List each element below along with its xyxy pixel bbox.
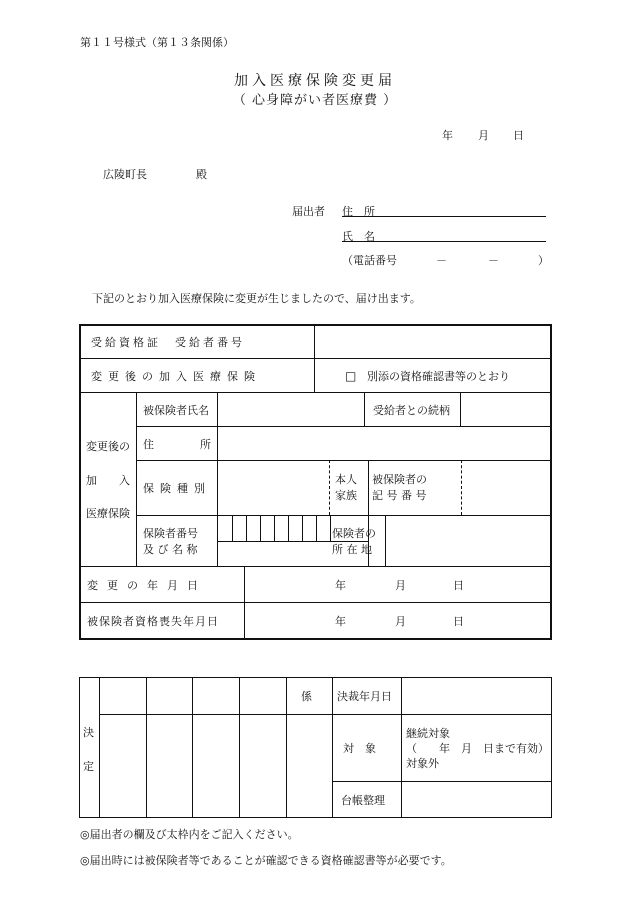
decision-date-label: 決裁年月日 xyxy=(337,690,392,703)
side-label-3: 医療保険 xyxy=(86,507,130,520)
note-2: ◎届出時には被保険者等であることが確認できる資格確認書等が必要です。 xyxy=(80,854,452,867)
form-subtitle: （ 心身障がい者医療費 ） xyxy=(232,93,398,108)
insured-name-field[interactable] xyxy=(218,393,364,426)
staff-label: 係 xyxy=(301,690,312,703)
change-year: 年 xyxy=(335,578,346,592)
target-option-continue: 継続対象 xyxy=(406,727,450,740)
note-1: ◎届出者の欄及び太枠内をご記入ください。 xyxy=(80,828,299,841)
insurer-location-label-1: 保険者の xyxy=(332,527,376,540)
form-number: 第１１号様式（第１３条関係） xyxy=(80,36,234,49)
target-label: 対 象 xyxy=(343,742,376,755)
insured-number-label xyxy=(372,472,427,504)
main-table xyxy=(79,324,552,640)
office-table xyxy=(79,677,552,818)
change-date-field[interactable] xyxy=(245,567,550,602)
target-option-valid-until: （ 年 月 日まで有効） xyxy=(406,742,549,755)
address-label-1: 住 xyxy=(143,437,154,451)
insured-number-field[interactable] xyxy=(462,461,550,515)
date-day-label: 日 xyxy=(513,129,524,142)
insurer-location-label xyxy=(332,526,376,558)
insured-number-label-2: 記 号 番 号 xyxy=(372,489,427,502)
decision-label-2: 定 xyxy=(83,760,94,773)
insurer-label-2: 及 び 名 称 xyxy=(143,543,198,556)
cert-number-field[interactable] xyxy=(315,326,550,358)
insurance-type-label: 保険種別 xyxy=(143,482,211,495)
insurer-label xyxy=(143,526,198,558)
applicant-label: 届出者 xyxy=(292,205,325,218)
insured-name-label: 被保険者氏名 xyxy=(143,403,209,417)
date-year-label: 年 xyxy=(442,129,453,142)
attached-checkbox[interactable]: □ xyxy=(345,368,357,383)
changed-insurance-label: 変更後の加入医療保険 xyxy=(91,369,261,383)
target-option-excluded: 対象外 xyxy=(406,757,439,770)
applicant-address-label: 住 所 xyxy=(342,205,375,218)
addressee-honorific: 殿 xyxy=(196,168,207,181)
decision-label-1: 決 xyxy=(83,726,94,739)
phone-close: ） xyxy=(538,254,549,267)
side-label-1: 変更後の xyxy=(86,440,130,453)
loss-date-label: 被保険者資格喪失年月日 xyxy=(87,614,219,628)
applicant-address-line[interactable] xyxy=(342,216,546,217)
cert-number-label: 受給資格証 受給者番号 xyxy=(91,336,245,349)
address-field[interactable] xyxy=(218,427,550,460)
insurer-location-label-2: 所 在 地 xyxy=(332,543,372,556)
relationship-label: 受給者との続柄 xyxy=(373,403,450,417)
intro-text: 下記のとおり加入医療保険に変更が生じましたので、届け出ます。 xyxy=(92,292,421,305)
change-date-label: 変更の年月日 xyxy=(87,578,207,592)
insurer-label-1: 保険者番号 xyxy=(143,527,198,540)
family-label: 家族 xyxy=(335,489,357,502)
insurer-location-field[interactable] xyxy=(386,516,550,566)
self-label: 本人 xyxy=(335,473,357,486)
insured-number-label-1: 被保険者の xyxy=(372,473,427,486)
change-day: 日 xyxy=(453,578,464,592)
date-month-label: 月 xyxy=(478,129,489,142)
phone-dash-1: － xyxy=(436,254,447,267)
addressee-name: 広陵町長 xyxy=(103,168,147,181)
change-month: 月 xyxy=(395,578,406,592)
loss-month: 月 xyxy=(395,614,406,628)
loss-date-field[interactable] xyxy=(245,603,550,638)
attached-checkbox-label: 別添の資格確認書等のとおり xyxy=(367,369,510,383)
target-options xyxy=(406,726,549,771)
self-family-label xyxy=(335,472,357,504)
ledger-label: 台帳整理 xyxy=(341,793,385,807)
address-label xyxy=(143,427,211,460)
applicant-phone-label: （電話番号 xyxy=(342,254,397,267)
address-label-2: 所 xyxy=(200,437,211,451)
phone-dash-2: － xyxy=(488,254,499,267)
side-label-2: 加 入 xyxy=(86,474,130,487)
form-title: 加入医療保険変更届 xyxy=(234,73,396,89)
applicant-name-line[interactable] xyxy=(342,241,546,242)
applicant-name-label: 氏 名 xyxy=(342,230,375,243)
insurance-type-field[interactable] xyxy=(218,461,329,515)
relationship-field[interactable] xyxy=(461,393,550,426)
loss-year: 年 xyxy=(335,614,346,628)
loss-day: 日 xyxy=(453,614,464,628)
